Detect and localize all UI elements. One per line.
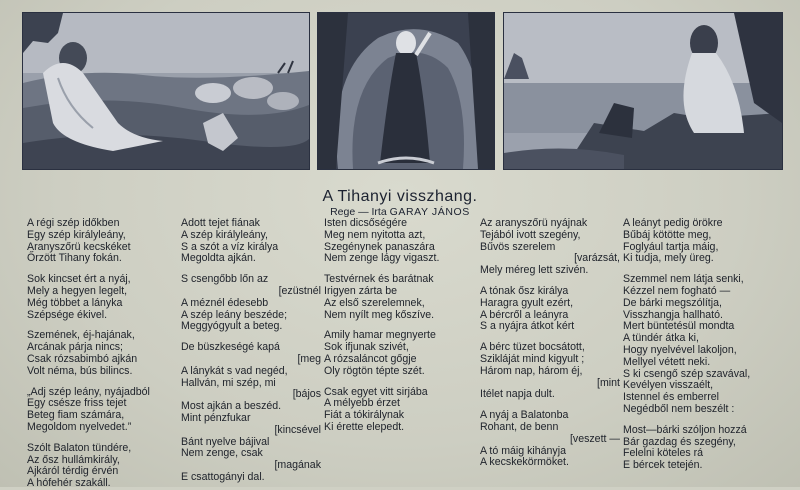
poem-line: Egy csésze friss tejet [27,397,127,410]
poem-line: Visszhangja hallható. [623,308,723,321]
poem-line: „Adj szép leány, nyájadból [27,385,150,398]
poem-line: S csengőbb lőn az [181,273,269,286]
poem-line: [varázsát, [574,252,620,265]
lake-scene-image [504,13,782,169]
poem-line: Mert büntetésül mondta [623,320,735,333]
poem-line: Beteg fiam számára, [27,409,125,422]
poem-line: Megoldom nyelvedet.” [27,420,132,433]
poem-line: Három nap, három éj, [480,364,583,377]
poem-column-5 [623,218,778,472]
poem-line: Kézzel nem fogható — [623,284,731,297]
poem-line: Nem zenge lágy vigaszt. [324,252,440,265]
poem-line: Most ajkán a beszéd. [181,400,282,413]
poem-line: Ki tudja, mely üreg. [623,252,714,265]
illustration-goatherd-girl [22,12,310,170]
poem-line: Haragra gyult ezért, [480,296,574,309]
poem-line: A bérc tüzet bocsátott, [480,341,585,354]
poem-line: Csak rózsabimbó ajkán [27,352,138,365]
poem-line: A bércről a leányra [480,308,569,321]
poem-line: Testvérnek és barátnak [324,273,434,286]
poem-line: Sok ifjunak szivét, [324,341,409,354]
goatherd-scene-image [23,13,309,169]
poem-line: A kecskekörmöket. [480,456,569,469]
poem-line: [meg [297,352,321,365]
poem-line: Mellyel vétett neki. [623,355,711,368]
poem-title: A Tihanyi visszhang. [322,188,478,205]
poem-line: Volt néma, bús bilincs. [27,364,133,377]
poem-line: Felelni köteles rá [623,447,704,460]
poem-line: De bárki megszólítja, [623,296,722,309]
poem-line: Aranyszőrü kecskéket [27,240,131,253]
poem-line: Kevélyen visszaélt, [623,379,714,392]
poem-line: Rohant, de benn [480,420,559,433]
poem-line: Hallván, mi szép, mi [181,376,276,389]
poem-line: A tó máig kihányja [480,444,566,457]
poem-line: Itélet napja dult. [480,388,555,401]
poem-column-4 [480,218,620,469]
poem-line: Az ősz hullámkirály, [27,453,120,466]
author-name: GARAY JÁNOS [389,206,470,218]
poem-line: A mélyebb érzet [324,397,400,410]
illustration-cave-figure [317,12,495,170]
poem-line: A nyáj a Balatonba [480,409,569,422]
poem-line: Foglyául tartja máig, [623,240,719,253]
poem-line: [mint [597,376,620,389]
poem-line: Ki érette elepedt. [324,420,405,433]
poem-line: Meggyógyult a beteg. [181,320,283,333]
poem-line: A leányt pedig örökre [623,217,723,229]
poem-line: A szép leány beszéde; [181,308,288,321]
poem-line: Mint pénzfukar [181,411,251,424]
poem-line: Szólt Balaton tündére, [27,441,132,454]
poem-column-1 [27,218,177,490]
poem-line: Sok kincset ért a nyáj, [27,273,131,286]
poem-line: Nem nyílt meg kőszíve. [324,308,435,321]
poem-line: Istennel és emberrel [623,391,719,404]
poem-line: [bájos [292,388,321,401]
poem-line: Hogy nyelvével lakoljon, [623,343,737,356]
cave-scene-image [318,13,494,169]
byline-prefix: Rege — Irta [330,206,387,218]
poem-line: Nem zenge, csak [181,447,263,460]
poem-line: Most—bárki szóljon hozzá [623,423,747,436]
poem-line: [kincsével [274,423,321,436]
poem-line: Még többet a lányka [27,296,123,309]
poem-line: S a nyájra átkot kért [480,320,575,333]
poem-line: Tejából ivott szegény, [480,228,581,241]
poem-line: Bűvös szerelem [480,240,556,253]
poem-line: Őrzött Tihany fokán. [27,252,122,265]
poem-line: Isten dicsőségére [324,217,408,229]
poem-line: A régi szép időkben [27,217,120,229]
poem-line: E bércek tetején. [623,459,703,472]
poem-line: E csattogányi dal. [181,470,265,483]
poem-line: A szép királyleány, [181,228,268,241]
poem-line: S a szót a víz királya [181,240,279,253]
poem-line: Adott tejet fiának [181,217,260,229]
poem-line: Amily hamar megnyerte [324,329,436,342]
poem-line: Megoldta ajkán. [181,252,256,265]
poem-line: Fiát a tókirálynak [324,409,405,422]
poem-line: A méznél édesebb [181,296,269,309]
poem-column-2 [181,218,321,484]
poem-line: A tündér átka ki, [623,332,699,345]
poem-line: Csak egyet vitt sirjába [324,385,428,398]
poem-line: [ezüstnél [278,284,321,297]
poem-line: Bánt nyelve bájival [181,435,270,448]
poem-line: A tónak ősz királya [480,284,569,297]
poem-line: Irigyen zárta be [324,284,398,297]
poem-line: A lánykát s vad negéd, [181,364,288,377]
poem-line: [veszett — [569,432,620,445]
poem-line: S ki csengő szép szavával, [623,367,751,380]
poem-line: Bár gazdag és szegény, [623,435,736,448]
poem-line: Oly rögtön tépte szét. [324,364,425,377]
poem-line: Mely a hegyen legelt, [27,284,128,297]
poem-line: Szikláját mind kigyult ; [480,352,585,365]
poem-line: Bűbáj kötötte meg, [623,228,712,241]
poem-line: Szépsége ékivel. [27,308,108,321]
poem-line: Az első szerelemnek, [324,296,425,309]
poem-line: A rózsaláncot gőgje [324,352,417,365]
poem-column-3 [324,218,469,434]
poem-line: Szemmel nem látja senki, [623,273,744,286]
poem-line: Szemének, éj-hajának, [27,329,135,342]
poem-line: Egy szép királyleány, [27,228,126,241]
poem-line: Az aranyszőrü nyájnak [480,217,588,229]
poem-line: Arcának párja nincs; [27,341,123,354]
poem-line: Negédből nem beszélt : [623,402,735,415]
poem-line: Ajkáról térdig érvén [27,465,119,478]
poem-line: De büszkeségé kapá [181,341,280,354]
poem-line: A hófehér szakáll. [27,477,111,490]
poem-line: [magának [274,459,321,472]
poem-line: Szegénynek panaszára [324,240,435,253]
poem-line: Meg nem nyitotta azt, [324,228,426,241]
poem-line: Mely méreg lett szivén. [480,264,589,277]
illustration-lake-figure [503,12,783,170]
